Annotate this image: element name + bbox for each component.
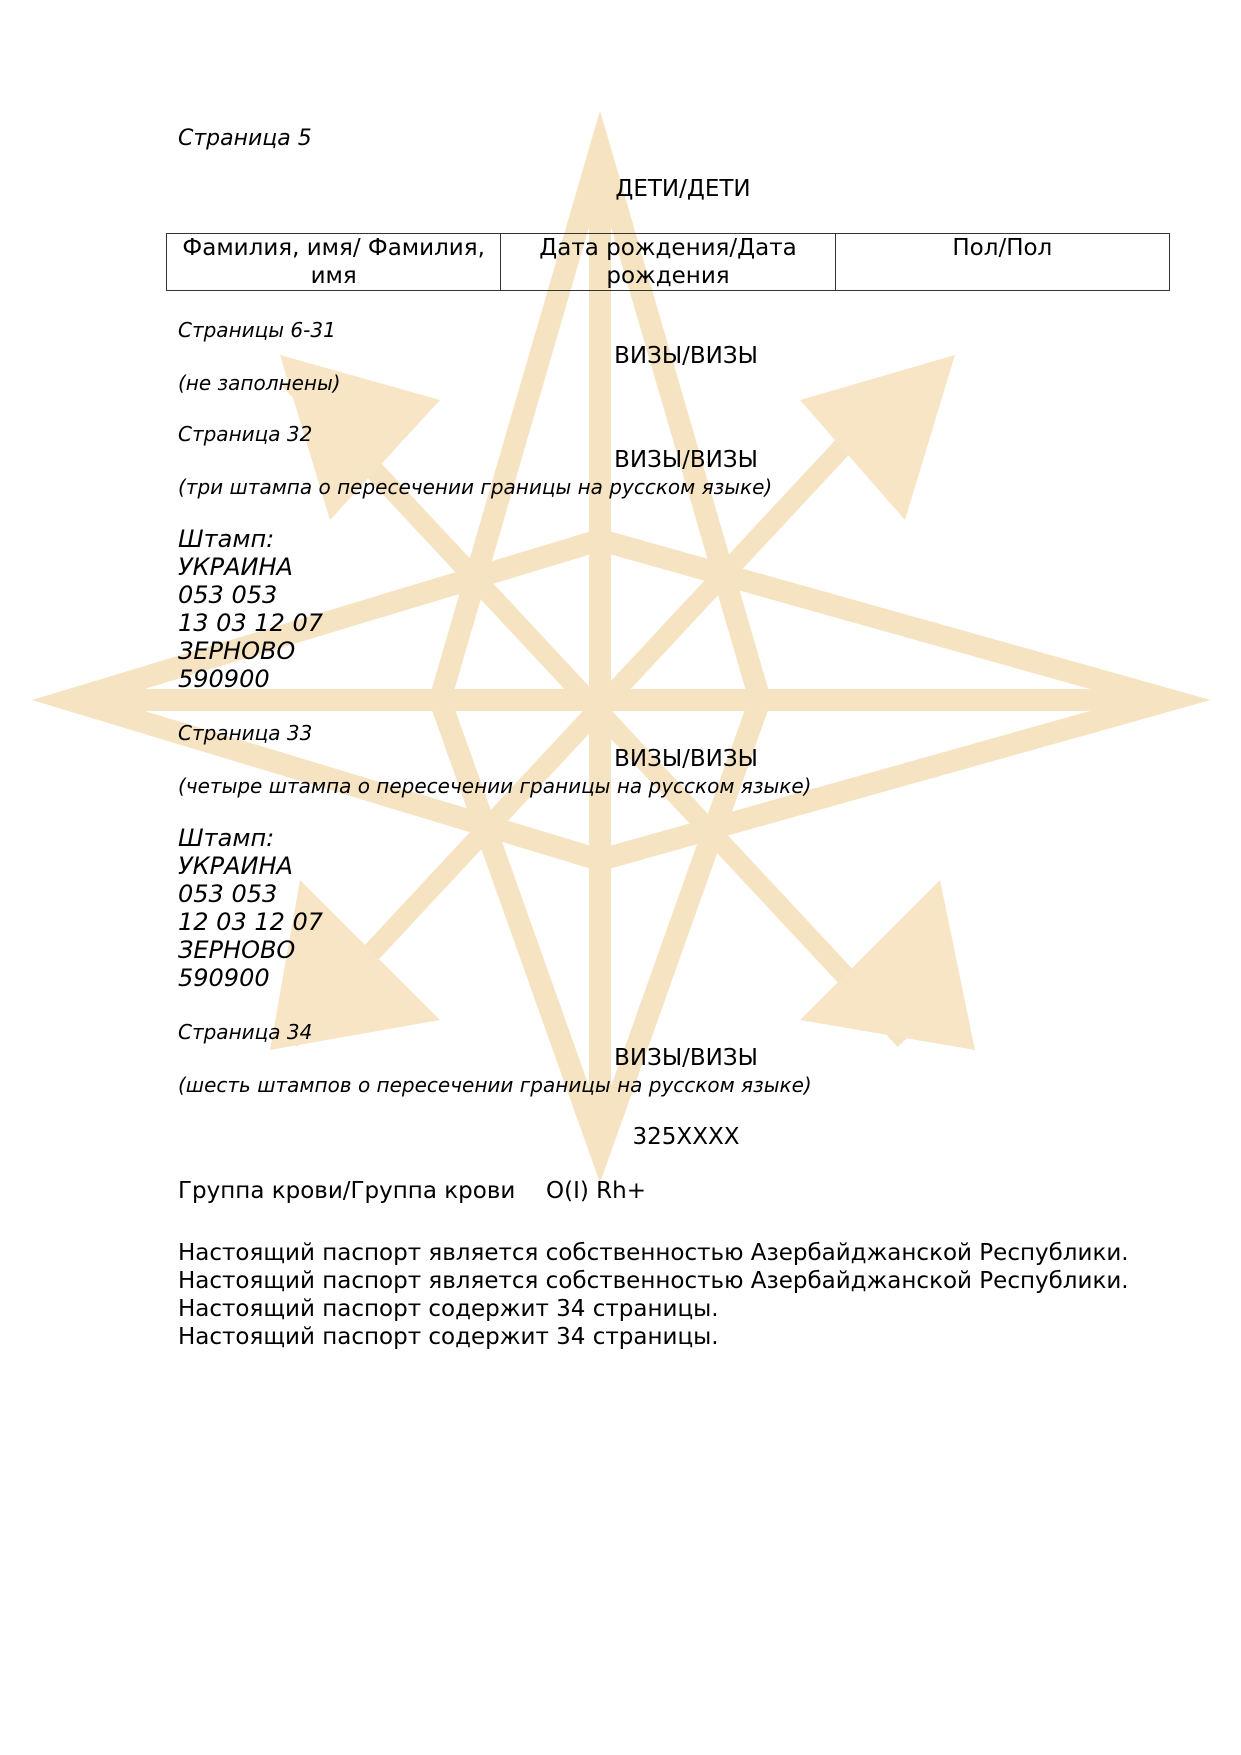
page-33-label: Страница 33 [178, 721, 313, 745]
stamp-line: 590900 [178, 964, 270, 992]
blood-group-label: Группа крови/Группа крови [178, 1178, 516, 1204]
visas-section-title: ВИЗЫ/ВИЗЫ [614, 746, 758, 772]
stamp-line: 13 03 12 07 [178, 609, 324, 637]
pages-6-31-note: (не заполнены) [178, 371, 341, 395]
visas-section-title: ВИЗЫ/ВИЗЫ [614, 1045, 758, 1071]
stamp-line: ЗЕРНОВО [178, 637, 296, 665]
children-section-title: ДЕТИ/ДЕТИ [615, 176, 751, 202]
table-header-birthdate: Дата рождения/Дата рождения [501, 234, 835, 291]
closing-line: Настоящий паспорт содержит 34 страницы. [178, 1324, 719, 1350]
table-header-row [167, 234, 1170, 291]
blood-group-value: O(I) Rh+ [546, 1178, 646, 1204]
closing-line: Настоящий паспорт содержит 34 страницы. [178, 1296, 719, 1322]
page-33-note: (четыре штампа о пересечении границы на русском языке) [178, 774, 812, 798]
document-number: 325XXXX [632, 1124, 740, 1150]
stamp-line: 12 03 12 07 [178, 908, 324, 936]
closing-line: Настоящий паспорт является собственностью Азербайджанской Республики. [178, 1268, 1129, 1294]
stamp-line: 053 053 [178, 880, 278, 908]
page-5-label: Страница 5 [178, 126, 312, 151]
page-32-label: Страница 32 [178, 422, 313, 446]
stamp-line: УКРАИНА [178, 553, 293, 581]
pages-6-31-label: Страницы 6-31 [178, 318, 336, 342]
children-table [166, 233, 1170, 291]
stamp-line: 053 053 [178, 581, 278, 609]
visas-section-title: ВИЗЫ/ВИЗЫ [614, 343, 758, 369]
stamp-line: Штамп: [178, 824, 275, 852]
page-34-note: (шесть штампов о пересечении границы на русском языке) [178, 1073, 812, 1097]
table-header-sex: Пол/Пол [835, 234, 1169, 291]
stamp-line: УКРАИНА [178, 852, 293, 880]
visas-section-title: ВИЗЫ/ВИЗЫ [614, 447, 758, 473]
page-32-note: (три штампа о пересечении границы на русском языке) [178, 475, 773, 499]
stamp-block [178, 525, 323, 693]
page-34-label: Страница 34 [178, 1020, 313, 1044]
stamp-line: 590900 [178, 665, 270, 693]
closing-paragraph [178, 1239, 1129, 1351]
closing-line: Настоящий паспорт является собственностью Азербайджанской Республики. [178, 1240, 1129, 1266]
stamp-line: ЗЕРНОВО [178, 936, 296, 964]
stamp-block [178, 824, 323, 992]
table-header-name: Фамилия, имя/ Фамилия, имя [167, 234, 501, 291]
stamp-line: Штамп: [178, 525, 275, 553]
